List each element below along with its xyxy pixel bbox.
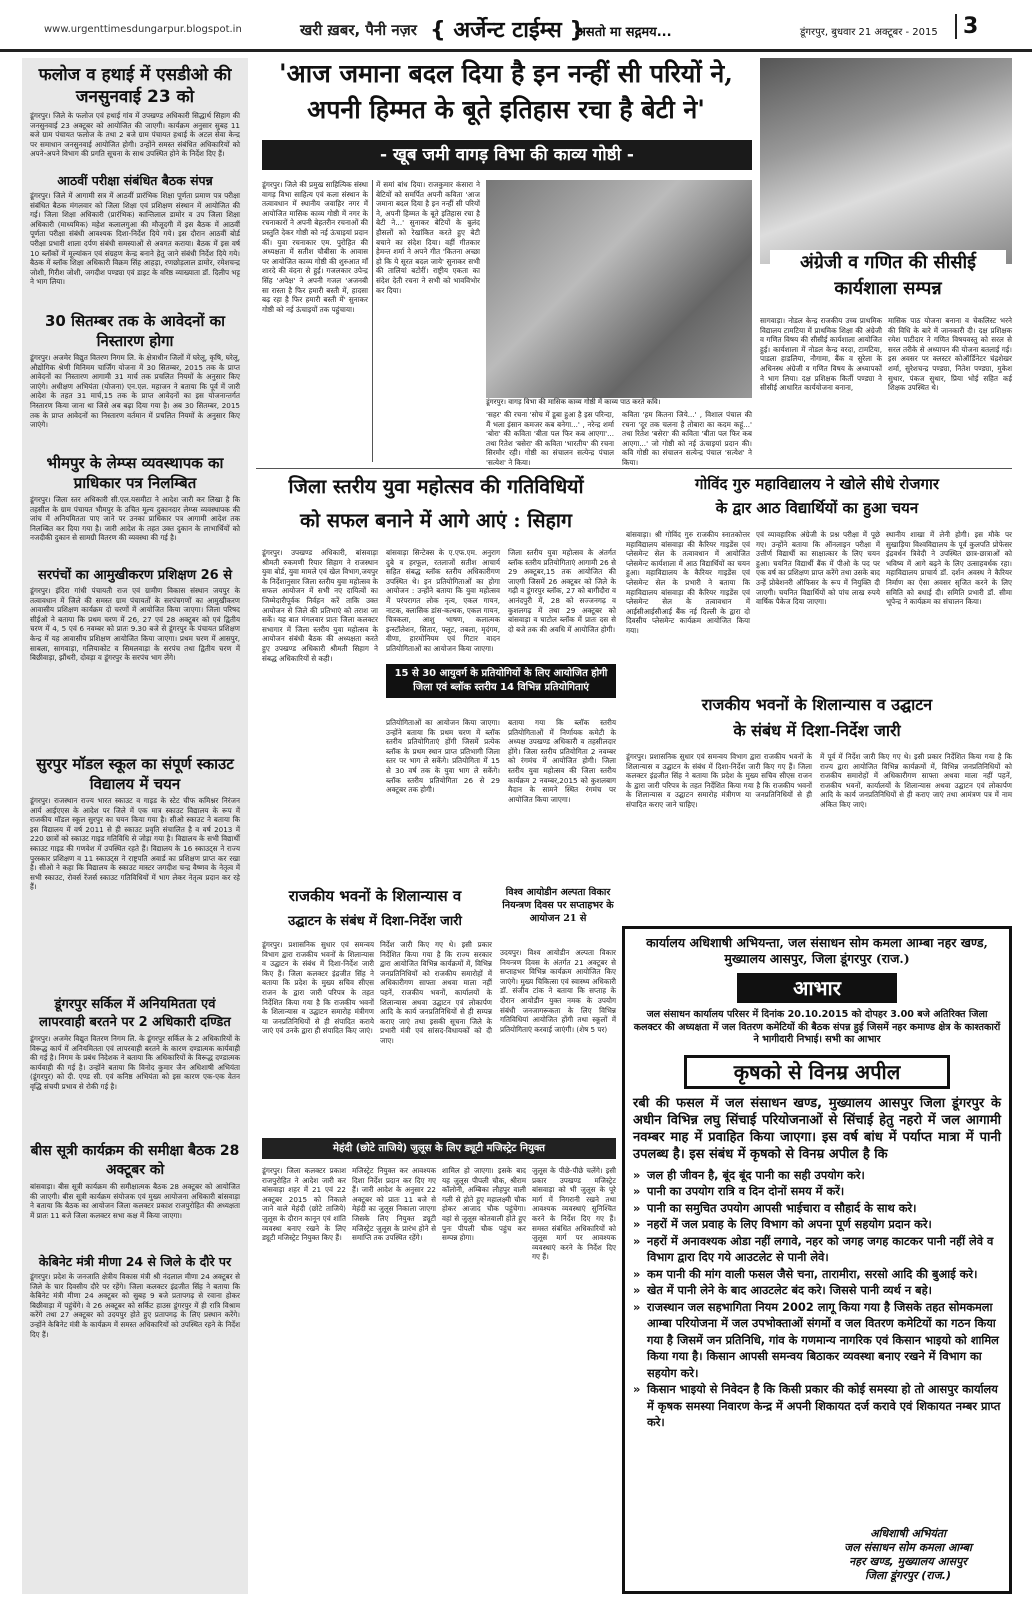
headline-applications: 30 सितम्बर तक के आवेदनों का निस्तारण होगा xyxy=(45,312,225,350)
classroom-photo xyxy=(760,58,1012,264)
article-scout-school: डूंगरपुर। राजस्थान राज्य भारत स्काउट व गाइड के स्टेट चीफ कमिश्नर निरंजन आर्य आईएएस के आदेश पर जिले में एक मात्र स्काउट विद्यालय के रूप में राजकीय मॉडल स्कूल सुरपुर का चयन किया गया है। सीओ स्काउट ने बताया कि इस विद्यालय में वर्ष 2011 से ही स्काउट प्रवृति संचालित है व वर्ष 2013 में 220 छात्रों को स्काउट गाइड गतिविधि से जोड़ा गया है। विद्यालय के सभी विद्यार्थी स्काउट गाइड की गणवेश में उपस्थित रहते हैं। विद्यालय के 16 स्काउट्स ने राज्य पुरस्कार प्रशिक्षण व 11 स्काउट्स ने राष्ट्रपति अवार्ड का प्रशिक्षण प्राप्त कर रखा है। सीओ ने कहा कि विद्यालय के स्काउट मास्टर जगदीश चन्द्र वैष्णव के नेतृत्व में सभी स्काउट, रोवर्स रेंजर्स स्काउट गतिविधियों में भाग लेकर नेतृत्व प्रदान कर रहे हैं। xyxy=(30,796,240,892)
headline-sarpanch-training: सरपंचों का आमुखीकरण प्रशिक्षण 26 से xyxy=(37,568,233,583)
water-resources-ad xyxy=(622,926,1012,1594)
headline-scout-school: सुरपुर मॉडल स्कूल का संपूर्ण स्काउट विद्यालय में चयन xyxy=(36,755,234,793)
ad-point: » खेत में पानी लेने के बाद आउटलेट बंद करे। जिससे पानी व्यर्थ न बहे। xyxy=(633,1282,1001,1299)
ad-appeal-text: रबी की फसल में जल संसाधन खण्ड, मुख्यालय आसपुर जिला डूंगरपुर के अधीन विभिन्न लघु सिंचाई परियोजनाओं से सिंचाई हेतु नहरो में जल आगामी नवम्बर माह में प्रवाहित किया जाएगा। इस वर्ष बांध में पर्याप्त मात्रा में पानी उपलब्ध है। इस संबंध में कृषको से विनम्र अपील है कि xyxy=(633,1095,1001,1162)
article-20-point: बांसवाड़ा। बीस सूत्री कार्यक्रम की समीक्षात्मक बैठक 28 अक्टूबर को आयोजित की जाएगी। बीस सूत्री कार्यक्रम संयोजक एवं मुख्य आयोजना अधिकारी बांसवाड़ा ने बताया कि बैठक का आयोजन जिला कलक्टर प्रकाश राजपुरोहित की अध्यक्षता में प्रातः 11 बजे जिला कलक्टर सभा कक्ष में किया जाएगा। xyxy=(30,1182,240,1220)
ad-point: » किसान भाइयो से निवेदन है कि किसी प्रकार की कोई समस्या हो तो आसपुर कार्यालय में कृषक समस्या निवारण केन्द्र में अपनी शिकायत दर्ज करावे एवं शिकायत नम्बर प्राप्त करे। xyxy=(633,1381,1001,1431)
bhawan-center-col-2: निर्देश जारी किए गए थे। इसी प्रकार निर्देशित किया गया है कि राज्य सरकार द्वारा आयोजित विभिन्न कार्यक्रमों में, विभिन्न जनप्रतिनिधियों को राजकीय समारोहों में अधिकारीगण साफ्ता अथवा माला नहीं पहनें, राजकीय भवनों, कार्यालयों के शिलान्यास अथवा उद्घाटन एवं लोकार्पण आदि के कार्य जनप्रतिनिधियों से ही सम्पन्न कराए जाएं तथा इसकी सूचना जिले के प्रभारी मंत्री एवं सांसद-विधायकों को दी जाए। xyxy=(380,940,492,1045)
motto: असतो मा सद्गमय... xyxy=(576,25,672,40)
headline-minister-visit: केबिनेट मंत्री मीणा 24 से जिले के दौरे पर xyxy=(38,1254,232,1269)
ad-point: » नहरों में अनावश्यक ओडा नहीं लगावे, नहर को जगह जगह काटकर पानी नहीं लेवे व विभाग द्वारा दिए गये आउटलेट से पानी लेवे। xyxy=(633,1233,1001,1266)
kavya-goshthi-banner: - खूब जमी वागड़ विभा की काव्य गोष्ठी - xyxy=(262,140,752,170)
iodine-article: उदयपुर। विश्व आयोडीन अल्पता विकार नियन्त्रण दिवस के अंतर्गत 21 अक्टूबर से सप्ताहभर विभिन्न कार्यक्रम आयोजित किए जाएंगे। मुख्य चिकित्सा एवं स्वास्थ्य अधिकारी डॉ. संजीव टांक ने बताया कि सप्ताह के दौरान आयोडीन युक्त नमक के उपयोग संबंधी जनजागरूकता के लिए विभिन्न गतिविधियां आयोजित होंगी तथा स्कूलों में प्रतियोगिताएं करवाई जाएंगी। (शेष 5 पर) xyxy=(500,948,616,1034)
youth-festival-col-5: बताया गया कि ब्लॉक स्तरीय प्रतियोगिताओं में निर्णायक कमेटी के अध्यक्ष उपखण्ड अधिकारी व तहसीलदार होंगे। जिला स्तरीय प्रतियोगिता 2 नवम्बर को रंगमंच में आयोजित होगी। जिला स्तरीय युवा महोत्सव की जिला स्तरीय कार्यक्रम 2 नवम्बर,2015 को कुशलबाग मैदान के सामने स्थित रंगमंच पर आयोजित किया जाएगा। xyxy=(508,718,616,804)
issue-date: डूंगरपुर, बुधवार 21 अक्टूबर - 2015 xyxy=(800,27,938,38)
lead-article-col-3: 'सहर' की रचना 'सोच में डूबा हुआ है इस परिन्दा, मैं भला इंसान कमजर कब बनेगा...' , नरेन्द्र शर्मा 'बोरा' की कविता 'बीता पल फिर कब आएगा'... तथा रितेश 'बसेरा' की कविता 'भारतीय' की रचना सिरमौर रही। गोष्ठी का संचालन सत्येन्द्र पंचाल 'सत्येश' ने किया। xyxy=(486,410,614,467)
muharram-headline: मेहंदी (छोटे ताजिये) जुलूस के लिए ड्यूटी मजिस्ट्रेट नियुक्त xyxy=(262,1138,616,1159)
ad-appeal-heading-text: कृषको से विनम्र अपील xyxy=(733,1059,901,1084)
youth-festival-highlight: 15 से 30 आयुवर्ग के प्रतियोगियों के लिए आयोजित होगी जिला एवं ब्लॉक स्तरीय 14 विभिन्न प्रतियोगिताएं xyxy=(386,664,616,698)
lead-article-col-4: कविता 'हम कितना जिये...' , विशाल पंचाल की रचना 'दूर तक चलना है तोबारा का कदम कहूं...' तथा रितेश 'बसेरा' की कविता 'बीता पल फिर कब आएगा...' जो गोष्ठी को नई ऊंचाइयां प्रदान की। कवि गोष्ठी का संचालन सत्येन्द्र पंचाल 'सत्येश' ने किया। xyxy=(622,410,752,467)
youth-festival-col-2: बांसवाड़ा सिन्टेक्स के ए.एफ.एम. अनुराग दुबे व हरफूल, रतलाजों सतीश आचार्य सहित संबद्ध ब्लॉक स्तरीय अधिकारीगण उपस्थित थे। इन प्रतियोगिताओं का होगा आयोजन : उन्होंने बताया कि युवा महोत्सव में परंपरागत लोक नृत्य, एकल गायन, नाटक, क्लासिक डांस-कत्थक, एकल गायन, चित्रकला, आशु भाषण, कलात्मक इन्स्टॉलेशन, सितार, फ्लूट, तबला, मृदंगम, वीणा, हारमोनियम एवं गिटार वादन प्रतियोगिताओं का आयोजन किया जाएगा। xyxy=(386,548,500,653)
column-divider xyxy=(372,180,373,462)
headline-eighth-exam: आठवीं परीक्षा संबंधित बैठक संपन्न xyxy=(57,173,213,188)
muharram-col-4: जुलूस के पीछे-पीछे चलेंगे। इसी प्रकार उपखण्ड मजिस्ट्रेट बांसवाड़ा को भी जुलूस के पूरे मार्ग में निगरानी रखने तथा आवश्यक व्यवस्थाएं सुनिश्चित करने के निर्देश दिए गए हैं। समस्त संबंधित अधिकारियों को जुलूस मार्ग पर आवश्यक व्यवस्थाएं करने के निर्देश दिए गए हैं। xyxy=(532,1166,616,1262)
masthead xyxy=(0,0,1032,52)
ad-point: » कम पानी की मांग वाली फसल जैसे चना, तारामीरा, सरसो आदि की बुआई करे। xyxy=(633,1266,1001,1283)
youth-festival-headline-2: को सफल बनाने में आगे आएं : सिहाग xyxy=(300,509,572,532)
headline-20-point: बीस सूत्री कार्यक्रम की समीक्षा बैठक 28 अक्टूबर को xyxy=(30,1143,240,1178)
youth-festival-headline-1: जिला स्तरीय युवा महोत्सव की गतिविधियों xyxy=(288,475,584,498)
headline-lamps: भीमपुर के लेम्प्स व्यवस्थापक का प्राधिकार पत्र निलम्बित xyxy=(46,454,224,492)
ad-point: » नहरों में जल प्रवाह के लिए विभाग को अपना पूर्ण सहयोग प्रदान करे। xyxy=(633,1216,1001,1233)
ad-appeal-heading xyxy=(684,1055,950,1089)
signatory-dept: जल संसाधन सोम कमला आम्बा xyxy=(844,1541,972,1554)
ad-signature xyxy=(823,1527,993,1583)
ad-office-title: कार्यालय अधिशाषी अभियन्ता, जल संसाधन सोम कमला आम्बा नहर खण्ड, मुख्यालय आसपुर, जिला डूंगरपुर (राज.) xyxy=(646,935,988,966)
section-divider xyxy=(256,468,1012,469)
newspaper-title: { अर्जेन्ट टाईम्स } xyxy=(430,18,586,43)
college-col-2: एवं व्यावहारिक अंग्रेजी के प्रश्न परीक्षा में पूछे गए। उन्होंने बताया कि ऑनलाइन परीक्षा में उत्तीर्ण विद्यार्थी का साक्षात्कार के लिए चयन हुआ। चयनित विद्यार्थी बैंक में पीओ के पद पर एक वर्ष का प्रशिक्षण प्राप्त करेंगे तथा उसके बाद उन्हें प्रोबेशनरी ऑफिसर के रूप में नियुक्ति दी जाएगी। चयनित विद्यार्थियों को पांच लाख रुपये वार्षिक पैकेज दिया जाएगा। xyxy=(756,530,880,607)
college-col-1: बांसवाड़ा। श्री गोविंद गुरु राजकीय स्नातकोत्तर महाविद्यालय बांसवाड़ा की कैरियर गाइडेंस एवं प्लेसमेन्ट सेल के तत्वावधान में आयोजित प्लेसमेन्ट कार्यशाला में आठ विद्यार्थियों का चयन हुआ। महाविद्यालय के कैरियर गाइडेंस एवं प्लेसमेन्ट सेल के प्रभारी ने बताया कि महाविद्यालय बांसवाड़ा की कैरियर गाइडेंस एवं प्लेसमेन्ट सेल के तत्वावधान में आईसीआईसीआई बैंक नई दिल्ली के द्वारा दो दिवसीय प्लेसमेन्ट कार्यक्रम आयोजित किया गया। xyxy=(626,530,750,635)
ad-point: » जल ही जीवन है, बूंद बूंद पानी का सही उपयोग करे। xyxy=(633,1167,1001,1184)
tagline: खरी ख़बर, पैनी नज़र xyxy=(300,21,417,39)
article-flooj: डूंगरपुर। जिले के फलोज एवं हथाई गांव में उपखण्ड अधिकारी सिद्धार्थ सिहाग की जनसुनवाई 23 अक्टूबर को आयोजित की जाएगी। कार्यक्रम अनुसार सुबह 11 बजे ग्राम पंचायत फलोज के तथा 2 बजे ग्राम पंचायत हथाई के अटल सेवा केन्द्र पर समाधान जनसुनवाई आयोजित होगी। उन्होंने समस्त संबंधित अधिकारियों को अपने-अपने विभाग की प्रगति सूचना के साथ उपस्थित होने के निर्देश दिए हैं। xyxy=(30,111,240,159)
iodine-headline: विश्व आयोडीन अल्पता विकार नियन्त्रण दिवस पर सप्ताहभर के आयोजन 21 से xyxy=(502,887,614,924)
lead-article-col-2: में समां बांध दिया। राजकुमार कंसारा ने बेटियों को समर्पित अपनी कविता 'आज जमाना बदल दिया है इन नन्हीं सी परियों ने, अपनी हिम्मत के बूते इतिहास रचा है बेटी ने...' सुनाकर बेटियों के बुलंद हौसलों को रेखांकित करते हुए बेटी बचाने का संदेश दिया। वहीं गीतकार हेमन्त शर्मा ने अपने गीत 'कितना अच्छा हो कि ये सूरत बदल जाये' सुनाकर सभी की तालियां बटोरीं। राष्ट्रीय एकता का संदेश देती रचना ने सभी को भावविभोर कर दिया। xyxy=(376,180,480,295)
article-officers-punished: डूंगरपुर। अजमेर विद्युत वितरण निगम लि. के डूंगरपुर सर्किल के 2 अधिकारियों के विरूद्ध कार्य में अनियमितता एवं लापरवाही बरतने के कारण दण्डात्मक कार्यवाही की गई है। निगम के प्रबंध निदेशक ने बताया कि अधिकारियों के विरूद्ध दण्डात्मक कार्यवाही की गई है। उन्होंने बताया कि विनोद कुमार जैन अधिशाषी अभियंता (डूंगरपुर) को दी. एण्ड सी. एवं कनिष्ठ अभियंता को इस कारण एक-एक वेतन वृद्धि संचयी प्रभाव से रोकी गई है। xyxy=(30,1034,240,1091)
muharram-col-1: डूंगरपुर। जिला कलक्टर प्रकाश राजपुरोहित ने आदेश जारी कर बांसवाड़ा शहर में 21 एवं 22 अक्टूबर 2015 को निकाले जाने वाले मेहंदी (छोटे ताजिये) जुलूस के दौरान कानून एवं शांति व्यवस्था बनाए रखने के लिए ड्यूटी मजिस्ट्रेट नियुक्त किए हैं। xyxy=(262,1166,346,1243)
cce-workshop-headline: अंग्रेजी व गणित की सीसीई कार्यशाला सम्पन्न xyxy=(770,250,1006,302)
college-headline-2: के द्वार आठ विद्यार्थियों का हुआ चयन xyxy=(715,499,919,517)
ad-thanks-text: जल संसाधन कार्यालय परिसर में दिनांक 20.10.2015 को दोपहर 3.00 बजे अतिरिक्त जिला कलक्टर की अध्यक्षता में जल वितरण कमेटियों की बैठक संपन्न हुई जिसमें नहर कमाण्ड क्षेत्र के काश्तकारों ने भागीदारी निभाई। सभी का आभार xyxy=(633,1009,1001,1045)
article-applications: डूंगरपुर। अजमेर विद्युत वितरण निगम लि. के क्षेत्राधीन जिलों में घरेलू, कृषि, घरेलू, औद्योगिक श्रेणी मिनिमम चार्जिंग योजना में 30 सितम्बर, 2015 तक के प्राप्त आवेदनों का निस्तारण आगामी 31 मार्च तक प्रचलित नियमों के अनुसार किए जाएंगे। अधीक्षण अभियंता (योजना) एन.एल. महाजन ने बताया कि पूर्व में जारी आदेश के तहत 31 मार्च,15 तक के प्राप्त आवेदनों का इस योजनान्तर्गत निस्तारण किया जाना था जिसे अब बढ़ा दिया गया है। अब 30 सितम्बर, 2015 तक के प्राप्त आवेदनों का निस्तारण वर्तमान में प्रचलित नियमों के अनुसार किए जाएंगे। xyxy=(30,353,240,430)
bhawan-right-headline-1: राजकीय भवनों के शिलान्यास व उद्घाटन xyxy=(701,695,933,714)
lead-headline-line-1: 'आज जमाना बदल दिया है इन नन्हीं सी परियों ने, xyxy=(279,59,733,88)
bhawan-right-col-1: डूंगरपुर। प्रशासनिक सुधार एवं समन्वय विभाग द्वारा राजकीय भवनों के शिलान्यास व उद्घाटन के संबंध में दिशा-निर्देश जारी किए गए हैं। जिला कलक्टर इंद्रजीत सिंह ने बताया कि प्रदेश के मुख्य सचिव सीएस राजन के द्वारा जारी परिपत्र के तहत निर्देशित किया गया है कि राजकीय भवनों के शिलान्यास व उद्घाटन समारोह मंत्रीगण या जनप्रतिनिधियों से ही संपादित कराए जाने चाहिए। xyxy=(626,752,812,809)
muharram-col-2: मजिस्ट्रेट नियुक्त कर आवश्यक दिशा निर्देश प्रदान कर दिए गए हैं। जारी आदेश के अनुसार 22 अक्टूबर को प्रातः 11 बजे से मेहंदी का जुलूस निकाला जाएगा जिसके लिए नियुक्त ड्यूटी मजिस्ट्रेट जुलूस के प्रारंभ होने से समाप्ति तक उपस्थित रहेंगे। xyxy=(352,1166,436,1243)
bhawan-center-headline-1: राजकीय भवनों के शिलान्यास व xyxy=(288,887,462,905)
bhawan-center-headline-2: उद्घाटन के संबंध में दिशा-निर्देश जारी xyxy=(288,914,462,929)
ad-thanks-heading: आभार xyxy=(737,973,897,1003)
left-news-column xyxy=(22,58,248,1594)
youth-festival-col-4: प्रतियोगिताओं का आयोजन किया जाएगा। उन्होंने बताया कि प्रथम चरण में ब्लॉक स्तरीय प्रतियोगिताएं होंगी जिसमें प्रत्येक ब्लॉक के प्रथम स्थान प्राप्त प्रतिभागी जिला स्तर पर भाग ले सकेंगे। प्रतियोगिता में 15 से 30 वर्ष तक के युवा भाग ले सकेंगे। ब्लॉक स्तरीय प्रतियोगिता 26 से 29 अक्टूबर तक होगी। xyxy=(386,718,500,795)
cce-article-col-2: मासिक पाठ योजना बनाना व चेकलिस्ट भरने की विधि के बारे में जानकारी दी। दक्ष प्रशिक्षक रमेश पाटीदार ने गणित विषयवस्तु को सरल से सरल तरीके से अध्यापन की योजना बतलाई गई। इस अवसर पर क्लस्टर कोऑर्डिनेटर चंद्रशेखर शर्मा, सुरेशचन्द्र पण्ड्या, नितेश पण्ड्या, मुकेश सुथार, पंकज सुथार, प्रिया भोई सहित कई शिक्षक उपस्थित थे। xyxy=(888,316,1012,393)
kavya-goshthi-photo xyxy=(486,180,752,398)
article-minister-visit: डूंगरपुर। प्रदेश के जनजाति क्षेत्रीय विकास मंत्री श्री नंदलाल मीणा 24 अक्टूबर से जिले के चार दिवसीय दौरे पर रहेंगे। जिला कलक्टर इंद्रजीत सिंह ने बताया कि केबिनेट मंत्री मीणा 24 अक्टूबर को सुबह 9 बजे प्रतापगढ़ से रवाना होकर बिछीवाड़ा में पहुंचेंगे। वे 26 अक्टूबर को सर्किट हाउस डूंगरपुर में ही रात्रि विश्राम करेंगे तथा 27 अक्टूबर को उदयपुर होते हुए प्रतापगढ़ के लिए प्रस्थान करेंगे। उन्होंने केबिनेट मंत्री के कार्यक्रम में समस्त अधिकारियों को उपस्थित रहने के निर्देश दिए हैं। xyxy=(30,1272,240,1339)
college-col-3: स्थानीय शाखा में लेनी होगी। इस मौके पर सुखाड़िया विश्वविद्यालय के पूर्व कुलपति प्रोफेसर इंद्रवर्धन त्रिवेदी ने उपस्थित छात्र-छात्राओं को भविष्य में आगे बढ़ने के लिए उत्साहवर्धक रहा। महाविद्यालय प्राचार्य डॉ. दर्शन अवस्थ ने कैरियर निर्माण का ऐसा अवसर सृजित करने के लिए समिति को बधाई दी। समिति प्रभारी डॉ. सीमा भूपेन्द्र ने कार्यक्रम का संचालन किया। xyxy=(886,530,1012,607)
muharram-col-3: शामिल हो जाएगा। इसके बाद यह जुलूस पीपली चौक, श्रीराम कॉलोनी, अम्बिका लौहपुर वाली गली से होते हुए महालक्ष्मी चौक होकर आजाद चौक पहुंचेगा। वहां से जुलूस कोतवाली होते हुए पुनः पीपली चौक पहुंच कर सम्पन्न होगा। xyxy=(442,1166,526,1243)
headline-flooj: फलोज व हथाई में एसडीओ की जनसुनवाई 23 को xyxy=(38,65,232,107)
lead-article-col-1: डूंगरपुर। जिले की प्रमुख साहित्यिक संस्था वागड़ विभा साहित्य एवं कला संस्थान के तत्वावधान में स्थानीय जवाहिर नगर में आयोजित मासिक काव्य गोष्ठी में नगर के रचनाकारों ने अपनी बेहतरीन रचनाओं की प्रस्तुति देकर गोष्ठी को नई ऊंचाइयां प्रदान कीं। युवा रचनाकार एम. पुरोहित की अध्यक्षता में सतीश चौबीसा के आवास पर आयोजित काव्य गोष्ठी की शुरुआत माँ शारदे की वंदना से हुई। गजलकार उपेन्द्र सिंह 'अपेक्ष' ने अपनी गजल 'अजनबी सा रास्ता है फिर हमारी बस्ती में, हादसा बढ़ रहा है फिर हमारी बस्ती में' सुनाकर गोष्ठी को नई ऊंचाइयों तक पहुंचाया। xyxy=(262,180,368,314)
ad-point: » राजस्थान जल सहभागिता नियम 2002 लागू किया गया है जिसके तहत सोमकमला आम्बा परियोजना में जल उपभोक्ताओं संगमों व जल वितरण कमेटियों का गठन किया गया है जिसमें जन प्रतिनिधि, गांव के गणमान्य नागरिक एवं किसान भाइयो को शामिल किया गया है। किसान आपसी समन्वय बिठाकर व्यवस्था बनाए रखने में विभाग का सहयोग करे। xyxy=(633,1299,1001,1382)
cce-article-col-1: सागवाड़ा। नोडल केन्द्र राजकीय उच्च प्राथमिक विद्यालय टामटिया में प्राथमिक शिक्षा की अंग्रेजी व गणित विषय की सीसीई कार्यशाला आयोजित हुई। कार्यशाला में नोडल केन्द्र वरदा, टामटिया, पाडला हाडलिया, नौगामा, बैंक व सुरेला के अधिनस्थ अंग्रेजी व गणित विषय के अध्यापकों ने भाग लिया। दक्ष प्रशिक्षक किर्ती पण्ड्या ने सीसीई आधारित कार्ययोजना बनाना, xyxy=(760,316,882,393)
lead-headline-line-2: अपनी हिम्मत के बूते इतिहास रचा है बेटी ने' xyxy=(307,95,705,124)
signatory-district: जिला डूंगरपुर (राज.) xyxy=(864,1569,952,1582)
article-sarpanch-training: डूंगरपुर। इंदिरा गांधी पंचायती राज एवं ग्रामीण विकास संस्थान जयपुर के तत्वावधान में जिले की समस्त ग्राम पंचायतों के सरपंचगणों का आमुखीकरण आवासीय प्रशिक्षण कार्यक्रम दो चरणों में आयोजित किया जाएगा। जिला परिषद सीईओ ने बताया कि प्रथम चरण में 26, 27 एवं 28 अक्टूबर को एवं द्वितीय चरण में 4, 5 एवं 6 नवम्बर को प्रातः 9.30 बजे से डूंगरपुर के पंचायत प्रशिक्षण केन्द्र में यह आवासीय प्रशिक्षण आयोजित किया जाएगा। प्रथम चरण में आसपुर, साबला, सागवाड़ा, गलियाकोट व सिमलवाड़ा के सरपंच तथा द्वितीय चरण में बिछीवाड़ा, झौंथरी, दोवड़ा व डूंगरपुर के सरपंच भाग लेंगे। xyxy=(30,586,240,663)
article-lamps: डूंगरपुर। जिला स्तर अधिकारी सी.एल.यसमीटा ने आदेश जारी कर लिखा है कि तहसील के ग्राम पंचायत भीमपुर के उचित मूल्य दुकानदार लेम्प्स व्यवस्थापक की जांच में अनियमितता पाए जाने पर उनका प्राधिकार पत्र आगामी आदेश तक निलम्बित कर दिया गया है। जारी आदेश के तहत उक्त दुकान के लाभार्थियों को नजदीकी दुकान से सामग्री वितरण की व्यवस्था की गई है। xyxy=(30,495,240,543)
youth-festival-col-3: जिला स्तरीय युवा महोत्सव के अंतर्गत ब्लॉक स्तरीय प्रतियोगिताएं आगामी 26 से 29 अक्टूबर,15 तक आयोजित की जाएगी जिसमें 26 अक्टूबर को जिले के गढ़ी व डूंगरपुर ब्लॉक, 27 को बागीदौरा व आनंदपुरी में, 28 को सज्जनगढ़ व कुशलगढ़ में तथा 29 अक्टूबर को बांसवाड़ा व घाटोल ब्लॉक में प्रातः दस से दो बजे तक की अवधि में आयोजित होगी। xyxy=(508,548,616,634)
college-headline-1: गोविंद गुरु महाविद्यालय ने खोले सीधे रोजगार xyxy=(694,475,940,493)
signatory-division: नहर खण्ड, मुख्यालय आसपुर xyxy=(849,1555,967,1568)
headline-officers-punished: डूंगरपुर सर्किल में अनियमितता एवं लापरवाही बरतने पर 2 अधिकारी दण्डित xyxy=(39,997,231,1030)
ad-appeal-points xyxy=(633,1167,1001,1431)
page-number: 3 xyxy=(955,14,978,39)
site-url[interactable]: www.urgenttimesdungarpur.blogspot.in xyxy=(44,24,242,35)
ad-point: » पानी का उपयोग रात्रि व दिन दोनों समय में करें। xyxy=(633,1183,1001,1200)
youth-festival-col-1: डूंगरपुर। उपखण्ड अधिकारी, बांसवाड़ा श्रीमती रुकमणी रियार सिहाग ने राजस्थान युवा बोर्ड, युवा मामले एवं खेल विभाग,जयपुर के निर्देशानुसार जिला स्तरीय युवा महोत्सव के सफल आयोजन में सभी नए दायित्वों का जिम्मेदारीपूर्वक निर्वहन करें ताकि उक्त आयोजन से जिले की प्रतिभाएं को तराश जा सकें। यह बात मंगलवार प्रातः जिला कलक्टर सभागार में जिला स्तरीय युवा महोत्सव के आयोजन संबंधी बैठक की अध्यक्षता करते हुए उपखण्ड अधिकारी श्रीमती सिहाग ने संबद्ध अधिकारियों से कही। xyxy=(262,548,378,663)
ad-point: » पानी का समुचित उपयोग आपसी भाईचारा व सौहार्द के साथ करे। xyxy=(633,1200,1001,1217)
signatory-designation: अधिशाषी अभियंता xyxy=(870,1527,946,1540)
bhawan-center-col-1: डूंगरपुर। प्रशासनिक सुधार एवं समन्वय विभाग द्वारा राजकीय भवनों के शिलान्यास व उद्घाटन के संबंध में दिशा-निर्देश जारी किए हैं। जिला कलक्टर इंद्रजीत सिंह ने बताया कि प्रदेश के मुख्य सचिव सीएस राजन के द्वारा जारी परिपत्र के तहत निर्देशित किया गया है कि राजकीय भवनों के शिलान्यास व उद्घाटन समारोह मंत्रीगण या जनप्रतिनिधियों से ही संपादित कराये जाएं एवं उनके द्वारा ही संपादित किए जाएं। xyxy=(262,940,374,1036)
article-eighth-exam: डूंगरपुर। जिले में आगामी सत्र में आठवीं प्रारंभिक शिक्षा पूर्णता प्रमाण पत्र परीक्षा संबंधित बैठक मंगलवार को जिला शिक्षा एवं प्रशिक्षण संस्थान में आयोजित की गई। जिला शिक्षा अधिकारी (प्रारंभिक) कान्तिलाल डामोर व उप जिला शिक्षा अधिकारी (माध्यमिक) महेश कलालगुआ की मौजूदगी में इस बैठक में आठवीं पूर्णता परीक्षा संबंधी आवश्यक दिशा-निर्देश दिये गये। इस दौरान आठवीं बोर्ड परीक्षा प्रभारी शाला दर्पण संबंधी समस्याओं से अवगत कराया। बैठक में इस वर्ष 10 ब्लॉकों में मूल्यांकन एवं संग्रहण केन्द्र बनाने हेतु जाने संबंधी निर्देश दिये गये। बैठक में ब्लॉक शिक्षा अधिकारी विक्रम सिंह आहड़ा, रणछोड़लाल डामोर, रमेशचन्द्र जोशी, गिरीश जोशी, जगदीश पण्ड्या एवं डाइट के वरिष्ठ व्याख्याता डॉ. दिलीप भट्ट ने भाग लिया। xyxy=(30,191,240,287)
bhawan-right-col-2: में पूर्व में निर्देश जारी किए गए थे। इसी प्रकार निर्देशित किया गया है कि राज्य द्वारा आयोजित विभिन्न कार्यक्रमों में, विभिन्न जनप्रतिनिधियों को राजकीय समारोहों में अधिकारीगण साफ्ता अथवा माला नहीं पहनें, राजकीय भवनों, कार्यालयों के शिलान्यास अथवा उद्घाटन एवं लोकार्पण आदि के कार्य जनप्रतिनिधियों से ही कराए जाएं तथा आमंत्रण पत्र में नाम अंकित किए जाएं। xyxy=(820,752,1012,809)
photo-caption: डूंगरपुर। वागड़ विभा की मासिक काव्य गोष्ठी में काव्य पाठ करते कवि। xyxy=(486,398,752,407)
bhawan-right-headline-2: के संबंध में दिशा-निर्देश जारी xyxy=(733,721,901,740)
